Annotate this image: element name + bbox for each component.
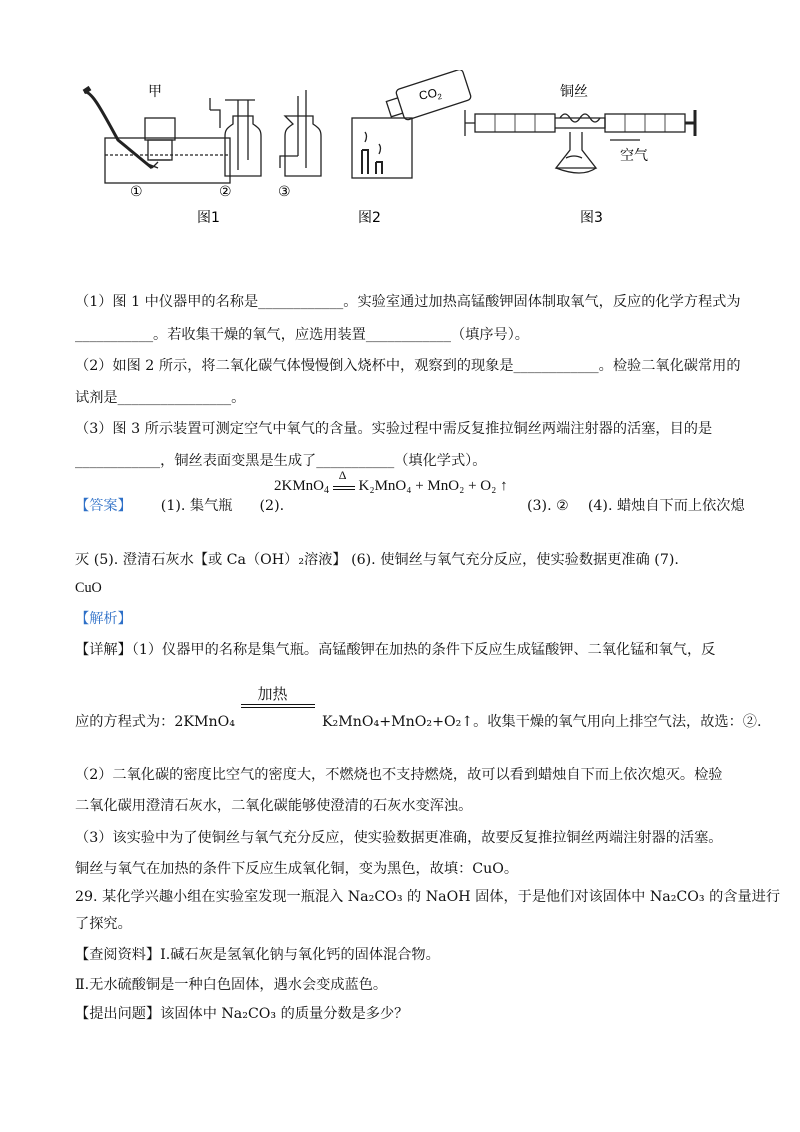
caption-fig1: 图1 bbox=[197, 210, 220, 226]
alcohol-lamp bbox=[556, 132, 596, 168]
eq1-rhs: K₂MnO₄ + MnO₂ + O₂ ↑ bbox=[358, 478, 508, 494]
eq1-lhs: 2KMnO bbox=[274, 478, 325, 494]
detail3-line1: （3）该实验中为了使铜丝与氧气充分反应，使实验数据更准确，故要反复推拉铜丝两端注射器的活塞。 bbox=[75, 830, 723, 846]
apparatus-drawing bbox=[70, 70, 730, 240]
detail3-line2: 铜丝与氧气在加热的条件下反应生成氧化铜，变为黑色，故填：CuO。 bbox=[75, 861, 519, 877]
q1-line2: ___________。若收集干燥的氧气，应选用装置____________（填序号）。 bbox=[75, 327, 529, 343]
q3-line2: ____________，铜丝表面变黑是生成了___________（填化学式）。 bbox=[75, 453, 487, 469]
label-co2: $CO_2$ bbox=[417, 85, 443, 103]
eq1-lhs-sub: 4 bbox=[324, 485, 330, 496]
answer-tag: 【答案】 bbox=[75, 498, 132, 514]
reference-1: 【查阅资料】Ⅰ.碱石灰是氢氧化钠与氧化钙的固体混合物。 bbox=[75, 947, 440, 963]
gas-bottle-jia bbox=[145, 118, 175, 140]
label-air: 空气 bbox=[620, 148, 648, 164]
detail-eq-line bbox=[75, 685, 762, 732]
detail-eq-condition: 加热 bbox=[257, 685, 288, 703]
q2-line1: （2）如图 2 所示，将二氧化碳气体慢慢倒入烧杯中，观察到的现象是____________。检验二氧化碳常用的 bbox=[75, 358, 741, 374]
label-num1: ① bbox=[130, 184, 143, 200]
q3-line1: （3）图 3 所示装置可测定空气中氧气的含量。实验过程中需反复推拉铜丝两端注射器的活塞，目的是 bbox=[75, 421, 713, 437]
bottle-3 bbox=[285, 116, 321, 176]
question-text: 【提出问题】该固体中 Na₂CO₃ 的质量分数是多少？ bbox=[75, 1006, 409, 1022]
analysis-tag: 【解析】 bbox=[75, 611, 132, 627]
experiment-figure bbox=[70, 70, 730, 240]
detail2-line1: （2）二氧化碳的密度比空气的密度大，不燃烧也不支持燃烧，故可以看到蜡烛自下而上依次熄灭。检验 bbox=[75, 767, 723, 783]
answer-line2: 灭 (5). 澄清石灰水【或 Ca（OH）₂溶液】 (6). 使铜丝与氧气充分反应，使实验数据更准确 (7). bbox=[75, 552, 679, 568]
answer-3-4 bbox=[527, 496, 745, 516]
detail-line1: 【详解】（1）仪器甲的名称是集气瓶。高锰酸钾在加热的条件下反应生成锰酸钾、二氧化锰和氧气，反 bbox=[75, 642, 716, 658]
answer-3: (3). ② bbox=[527, 498, 569, 514]
label-jia: 甲 bbox=[148, 84, 162, 100]
label-num2: ② bbox=[219, 184, 232, 200]
caption-fig3: 图3 bbox=[580, 210, 603, 226]
eq1-delta: Δ bbox=[338, 468, 347, 482]
answer-1: (1). 集气瓶 bbox=[160, 498, 233, 514]
answer-4: (4). 蜡烛自下而上依次熄 bbox=[587, 498, 745, 514]
q29-line2: 了探究。 bbox=[75, 916, 132, 932]
reference-2: Ⅱ.无水硫酸铜是一种白色固体，遇水会变成蓝色。 bbox=[75, 977, 388, 993]
q1-line1: （1）图 1 中仪器甲的名称是____________。实验室通过加热高锰酸钾固体制取氧气，反应的化学方程式为 bbox=[75, 294, 741, 310]
detail-eq-prefix: 应的方程式为：2KMnO₄ bbox=[75, 714, 235, 730]
equation-1 bbox=[274, 468, 508, 496]
label-num3: ③ bbox=[278, 184, 291, 200]
label-copper-wire: 铜丝 bbox=[560, 84, 588, 100]
detail-eq-rhs: K₂MnO₄+MnO₂+O₂↑。收集干燥的氧气用向上排空气法，故选：②. bbox=[321, 714, 762, 730]
q2-line2: 试剂是________________。 bbox=[75, 390, 246, 406]
answer-2-label: (2). bbox=[259, 498, 285, 514]
q29-line1: 29. 某化学兴趣小组在实验室发现一瓶混入 Na₂CO₃ 的 NaOH 固体，于是他们对该固体中 Na₂CO₃ 的含量进行 bbox=[75, 889, 781, 905]
answer-line3: CuO bbox=[75, 580, 102, 596]
answer-line1 bbox=[75, 496, 284, 516]
detail2-line2: 二氧化碳用澄清石灰水，二氧化碳能够使澄清的石灰水变浑浊。 bbox=[75, 798, 473, 814]
caption-fig2: 图2 bbox=[358, 210, 381, 226]
